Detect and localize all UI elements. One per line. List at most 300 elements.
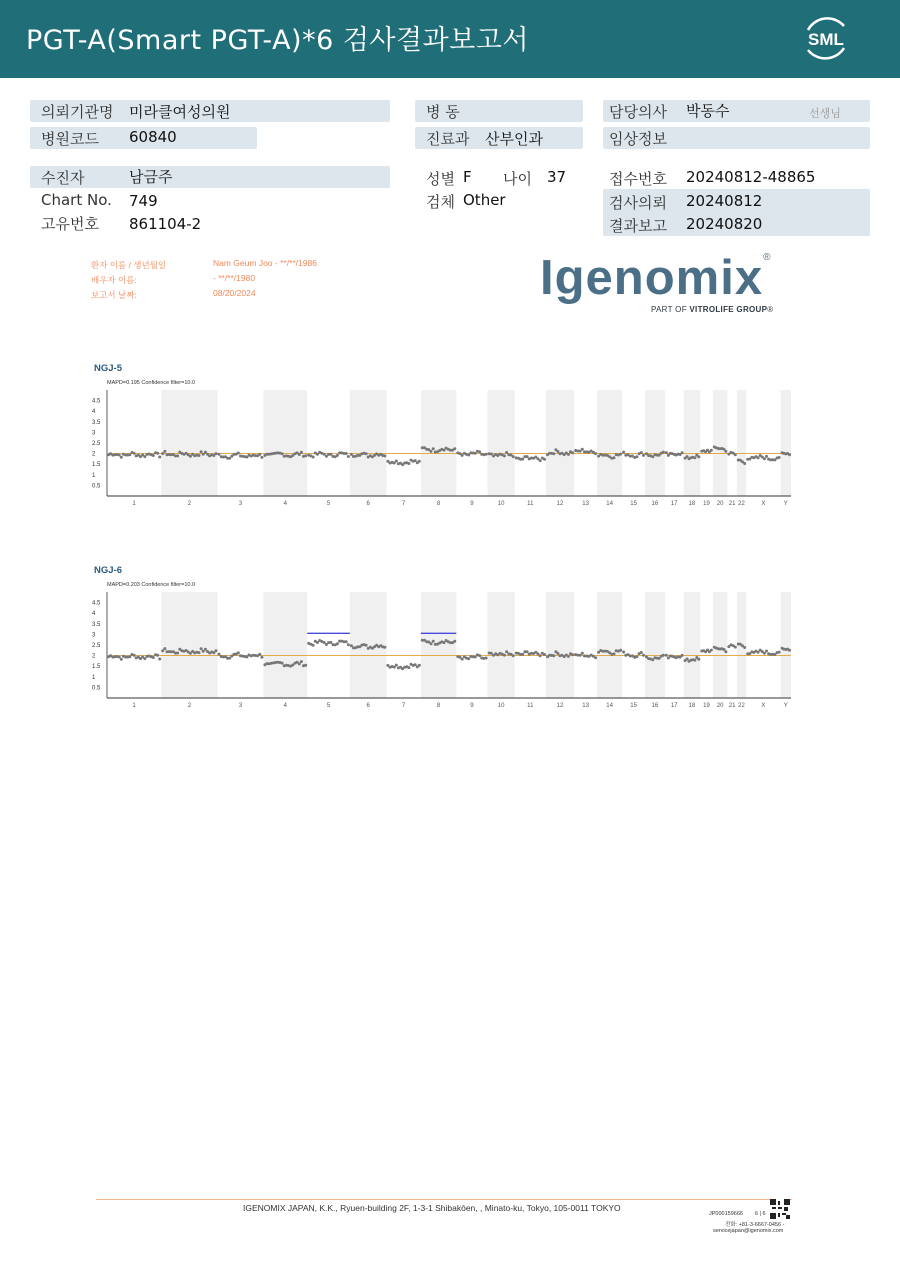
y-tick-label: 0.5 [92, 483, 101, 490]
hospital-code-label: 병원코드 [41, 130, 99, 148]
x-tick-label-chr17: 17 [670, 501, 678, 507]
age-value: 37 [547, 168, 567, 186]
footer-tel: 전화: +81-3-6667-0456 - [725, 1222, 785, 1228]
chromosome-band-16 [645, 592, 665, 698]
y-tick-label: 3.5 [92, 419, 101, 426]
chromosome-band-18 [684, 592, 701, 698]
note-patient-value: Nam Geum Joo - **/**/1986 [213, 258, 317, 268]
cnv-point-chr3 [237, 651, 240, 654]
x-tick-label-chr9: 9 [470, 703, 474, 709]
cnv-point-chr12 [567, 453, 570, 456]
cnv-point-chr4 [304, 664, 307, 667]
x-tick-label-chr20: 20 [716, 703, 724, 709]
cnv-point-chr2 [202, 453, 205, 456]
clinical-label: 임상정보 [609, 130, 667, 148]
y-tick-label: 4.5 [92, 398, 101, 405]
chromosome-band-12 [546, 390, 574, 496]
cnv-point-chr5 [312, 644, 315, 647]
x-tick-label-chr14: 14 [606, 703, 613, 709]
chromosome-band-14 [597, 390, 622, 496]
note-partner-label: 배우자 이름: [91, 275, 137, 285]
x-tick-label-chr19: 19 [703, 501, 710, 507]
chromosome-band-6 [350, 390, 386, 496]
cnv-point-chr2 [198, 454, 201, 457]
x-tick-label-chr22: 22 [738, 501, 745, 507]
cnv-point-chr5 [347, 455, 350, 458]
cnv-point-chr6 [383, 646, 386, 649]
x-tick-label-chr19: 19 [703, 703, 710, 709]
cnv-point-chrY [788, 649, 791, 652]
x-tick-label-chr5: 5 [326, 703, 331, 709]
chart-no-value: 749 [129, 192, 158, 210]
cnv-point-chr3 [258, 653, 261, 656]
cnv-point-chr15 [622, 651, 625, 654]
cnv-chart-ngj5-svg [88, 360, 800, 520]
x-tick-label-chr12: 12 [556, 501, 564, 507]
x-tick-label-chr16: 16 [651, 501, 659, 507]
report-title: PGT-A(Smart PGT-A)*6 검사결과보고서 [26, 25, 529, 56]
x-tick-label-chr15: 15 [630, 703, 637, 709]
cnv-point-chr6 [365, 644, 368, 647]
chromosome-band-20 [713, 390, 728, 496]
cnv-point-chr12 [552, 452, 555, 455]
cnv-point-chr7 [414, 459, 417, 462]
cnv-point-chr5 [347, 643, 350, 646]
id-no-value: 861104-2 [129, 215, 202, 233]
doctor-value: 박동수 [686, 102, 730, 120]
y-tick-label: 2 [92, 451, 96, 458]
chromosome-band-8 [421, 390, 456, 496]
cnv-point-chr18 [693, 659, 696, 662]
cnv-point-chr3 [218, 653, 221, 656]
chart-no-label: Chart No. [41, 191, 112, 209]
cnv-point-chr17 [665, 451, 668, 454]
cnv-chart-ngj6-svg [88, 562, 800, 722]
institution-value: 미라클여성의원 [129, 103, 231, 121]
cnv-point-chr10 [512, 654, 515, 657]
cnv-point-chr18 [693, 456, 696, 459]
y-tick-label: 0.5 [92, 685, 101, 692]
x-tick-label-chr7: 7 [401, 501, 406, 507]
cnv-point-chr12 [556, 450, 559, 453]
cnv-point-chr7 [395, 664, 398, 667]
cnv-point-chr16 [662, 451, 665, 454]
cnv-point-chr1 [120, 456, 123, 459]
cnv-point-chr2 [163, 647, 166, 650]
cnv-point-chr3 [260, 656, 263, 659]
cnv-point-chr9 [474, 656, 477, 659]
cnv-point-chr5 [345, 640, 348, 643]
cnv-point-chr1 [120, 658, 123, 661]
doctor-suffix: 선생님 [809, 107, 841, 120]
cnv-point-chr4 [300, 451, 303, 454]
x-tick-label-chr21: 21 [728, 703, 736, 709]
sex-label: 성별 [426, 170, 455, 188]
specimen-value: Other [463, 191, 506, 209]
x-tick-label-chr1: 1 [132, 703, 136, 709]
cnv-point-chr3 [228, 657, 231, 660]
footer-address: IGENOMIX JAPAN, K.K., Ryuen-building 2F, 1-3-1 Shibakōen, , Minato-ku, Tokyo, 105-0011 TOKYO [243, 1203, 621, 1213]
x-tick-label-chr3: 3 [238, 703, 243, 709]
cnv-point-chr14 [619, 649, 622, 652]
chromosome-band-16 [645, 390, 665, 496]
cnv-point-chr21 [734, 453, 737, 456]
age-label: 나이 [503, 170, 532, 188]
x-tick-label-chr2: 2 [187, 501, 192, 507]
request-value: 20240812 [686, 192, 763, 210]
x-tick-label-chr2: 2 [187, 703, 192, 709]
x-tick-label-chr13: 13 [582, 501, 589, 507]
cnv-point-chr9 [474, 452, 477, 455]
y-tick-label: 1.5 [92, 664, 101, 671]
cnv-point-chr2 [204, 451, 207, 454]
cnv-point-chr11 [521, 653, 524, 656]
cnv-point-chr9 [478, 654, 481, 657]
cnv-point-chr12 [556, 652, 559, 655]
cnv-point-chr5 [316, 453, 319, 456]
specimen-label: 검체 [426, 193, 455, 211]
cnv-point-chr10 [503, 654, 506, 657]
cnv-point-chr15 [640, 451, 643, 454]
institution-label: 의뢰기관명 [41, 103, 114, 121]
cnv-point-chr14 [619, 453, 622, 456]
cnv-point-chr5 [323, 453, 326, 456]
cnv-point-chr7 [407, 462, 410, 465]
cnv-point-chr10 [512, 455, 515, 458]
cnv-point-chr3 [237, 452, 240, 455]
x-tick-label-chr7: 7 [401, 703, 406, 709]
report-value: 20240820 [686, 215, 763, 233]
cnv-point-chr4 [304, 454, 307, 457]
x-tick-label-chr18: 18 [688, 501, 696, 507]
cnv-point-chr22 [743, 646, 746, 649]
cnv-point-chr12 [552, 654, 555, 657]
cnv-point-chrX [763, 457, 766, 460]
tagline-prefix: PART OF [651, 305, 690, 314]
cnv-point-chr15 [642, 454, 645, 457]
cnv-point-chr15 [642, 654, 645, 657]
cnv-chart-ngj5 [88, 360, 800, 530]
chromosome-band-10 [488, 390, 515, 496]
report-label: 결과보고 [609, 217, 667, 235]
igenomix-tagline [651, 305, 773, 314]
chromosome-band-4 [263, 390, 307, 496]
cnv-point-chr3 [258, 453, 261, 456]
cnv-point-chr16 [662, 654, 665, 657]
y-tick-label: 3 [92, 632, 96, 639]
chromosome-band-18 [684, 390, 701, 496]
cnv-point-chr15 [622, 451, 625, 454]
cnv-point-chr15 [635, 655, 638, 658]
chromosome-band-14 [597, 592, 622, 698]
hospital-code-value: 60840 [129, 128, 177, 146]
cnv-point-chr2 [202, 650, 205, 653]
cnv-point-chr8 [432, 447, 435, 450]
footer-page: 6 | 6 [755, 1211, 766, 1217]
cnv-point-chr3 [228, 457, 231, 460]
chromosome-band-22 [737, 390, 746, 496]
qr-code-icon [770, 1199, 790, 1219]
cnv-point-chr4 [300, 660, 303, 663]
cnv-point-chr5 [336, 642, 339, 645]
cnv-point-chr1 [143, 657, 146, 660]
y-tick-label: 4 [92, 409, 96, 416]
chromosome-band-4 [263, 592, 307, 698]
cnv-point-chr10 [505, 650, 508, 653]
cnv-chart-ngj6 [88, 562, 800, 732]
sml-logo [800, 12, 852, 64]
cnv-point-chr11 [539, 459, 542, 462]
x-tick-label-chr8: 8 [436, 501, 441, 507]
footer-doc-id: JP000159666 [709, 1211, 743, 1217]
cnv-point-chrY [788, 453, 791, 456]
y-tick-label: 4 [92, 611, 96, 618]
cnv-point-chr15 [640, 651, 643, 654]
cnv-point-chr2 [215, 649, 218, 652]
cnv-point-chrX [778, 651, 781, 654]
cnv-point-chr4 [298, 453, 301, 456]
cnv-point-chr1 [133, 654, 136, 657]
patient-label: 수진자 [41, 169, 85, 187]
cnv-point-chr6 [365, 452, 368, 455]
cnv-point-chr7 [418, 460, 421, 463]
chromosome-band-10 [488, 592, 515, 698]
y-tick-label: 1 [92, 472, 96, 479]
cnv-point-chr11 [526, 455, 529, 458]
cnv-point-chr7 [418, 664, 421, 667]
dept-label: 진료과 [426, 130, 470, 148]
cnv-point-chr11 [526, 650, 529, 653]
cnv-point-chr14 [613, 652, 616, 655]
x-tick-label-chrY: Y [783, 703, 788, 709]
note-date-value: 08/20/2024 [213, 288, 256, 298]
patient-value: 남금주 [129, 168, 173, 186]
chart-subtitle: MAPD=0.195 Confidence filter=10.0 [107, 380, 196, 386]
y-tick-label: 1 [92, 674, 96, 681]
dept-value: 산부인과 [485, 130, 543, 148]
cnv-point-chr1 [156, 654, 159, 657]
cnv-point-chr2 [161, 649, 164, 652]
x-tick-label-chr17: 17 [670, 703, 678, 709]
y-tick-label: 2 [92, 653, 96, 660]
cnv-point-chr9 [485, 453, 488, 456]
x-tick-label-chr14: 14 [606, 501, 613, 507]
cnv-point-chr20 [724, 650, 727, 653]
cnv-point-chr17 [681, 451, 684, 454]
cnv-point-chr2 [215, 452, 218, 455]
cnv-point-chr7 [395, 460, 398, 463]
cnv-point-chr11 [521, 458, 524, 461]
cnv-point-chr2 [204, 648, 207, 651]
cnv-point-chr9 [461, 454, 464, 457]
doctor-label: 담당의사 [609, 103, 667, 121]
x-tick-label-chr16: 16 [651, 703, 659, 709]
x-tick-label-chr5: 5 [326, 501, 331, 507]
cnv-point-chr13 [581, 652, 584, 655]
cnv-point-chr17 [665, 654, 668, 657]
y-tick-label: 4.5 [92, 600, 101, 607]
cnv-point-chr15 [635, 455, 638, 458]
x-tick-label-chrX: X [761, 501, 766, 507]
cnv-point-chr8 [432, 640, 435, 643]
report-header [0, 0, 900, 78]
cnv-point-chr22 [743, 462, 746, 465]
chromosome-band-12 [546, 592, 574, 698]
cnv-point-chr2 [163, 450, 166, 453]
cnv-point-chr19 [710, 649, 713, 652]
x-tick-label-chr9: 9 [470, 501, 474, 507]
cnv-point-chr4 [298, 662, 301, 665]
cnv-point-chrX [763, 652, 766, 655]
x-tick-label-chr6: 6 [366, 501, 370, 507]
receipt-value: 20240812-48865 [686, 168, 816, 186]
x-tick-label-chr15: 15 [630, 501, 637, 507]
cnv-point-chrX [765, 650, 768, 653]
x-tick-label-chr3: 3 [238, 501, 243, 507]
cnv-point-chr1 [118, 656, 121, 659]
igenomix-registered: ® [763, 252, 771, 263]
receipt-label: 접수번호 [609, 170, 667, 188]
cnv-point-chrX [765, 455, 768, 458]
cnv-point-chr2 [161, 452, 164, 455]
cnv-point-chr9 [485, 657, 488, 660]
ward-label: 병 동 [426, 103, 460, 121]
cnv-point-chr14 [613, 456, 616, 459]
cnv-point-chr5 [345, 452, 348, 455]
x-tick-label-chr8: 8 [436, 703, 441, 709]
chart-title: NGJ-6 [94, 565, 122, 576]
cnv-point-chr11 [539, 654, 542, 657]
cnv-point-chr9 [467, 657, 470, 660]
cnv-point-chr13 [594, 452, 597, 455]
cnv-point-chr2 [200, 647, 203, 650]
cnv-point-chr1 [156, 452, 159, 455]
note-partner-value: - **/**/1980 [213, 273, 256, 283]
cnv-point-chr1 [128, 453, 131, 456]
cnv-point-chr3 [260, 456, 263, 459]
cnv-point-chr11 [543, 458, 546, 461]
cnv-point-chr12 [571, 653, 574, 656]
chromosome-band-2 [161, 592, 217, 698]
cnv-point-chr1 [152, 454, 155, 457]
cnv-point-chr12 [571, 451, 574, 454]
x-tick-label-chrY: Y [783, 501, 788, 507]
cnv-point-chr2 [176, 454, 179, 457]
cnv-point-chr4 [281, 662, 284, 665]
x-tick-label-chr22: 22 [738, 703, 745, 709]
cnv-point-chr13 [581, 448, 584, 451]
cnv-point-chr18 [697, 455, 700, 458]
cnv-point-chr1 [143, 455, 146, 458]
cnv-point-chr2 [198, 651, 201, 654]
cnv-point-chr12 [567, 655, 570, 658]
cnv-point-chr2 [176, 652, 179, 655]
y-tick-label: 3 [92, 430, 96, 437]
footer-email: servicejapan@igenomix.com [713, 1228, 784, 1234]
cnv-point-chr3 [218, 453, 221, 456]
note-date-label: 보고서 날짜: [91, 290, 137, 300]
x-tick-label-chr10: 10 [497, 703, 505, 709]
x-tick-label-chr11: 11 [527, 703, 534, 709]
cnv-point-chr10 [505, 451, 508, 454]
x-tick-label-chr4: 4 [283, 501, 287, 507]
id-no-label: 고유번호 [41, 215, 99, 233]
x-tick-label-chr18: 18 [688, 703, 696, 709]
cnv-point-chr19 [710, 449, 713, 452]
x-tick-label-chr10: 10 [497, 501, 505, 507]
x-tick-label-chr12: 12 [556, 703, 564, 709]
cnv-point-chr8 [430, 450, 433, 453]
cnv-point-chr2 [200, 450, 203, 453]
cnv-point-chr10 [503, 454, 506, 457]
chromosome-band-2 [161, 390, 217, 496]
cnv-point-chr1 [158, 658, 161, 661]
request-label: 검사의뢰 [609, 194, 667, 212]
cnv-point-chr5 [329, 453, 332, 456]
y-tick-label: 3.5 [92, 621, 101, 628]
igenomix-logo [540, 251, 774, 314]
chart-subtitle: MAPD=0.203 Confidence filter=10.0 [107, 582, 196, 588]
chromosome-band-Y [781, 592, 791, 698]
cnv-point-chr5 [336, 454, 339, 457]
cnv-point-chr8 [430, 642, 433, 645]
x-tick-label-chr1: 1 [132, 501, 136, 507]
sex-value: F [463, 168, 472, 186]
cnv-point-chr5 [329, 641, 332, 644]
cnv-point-chr1 [152, 656, 155, 659]
y-tick-label: 2.5 [92, 441, 101, 447]
x-tick-label-chr21: 21 [728, 501, 736, 507]
chart-title: NGJ-5 [94, 363, 122, 374]
tagline-suffix: ® [767, 305, 774, 314]
cnv-point-chr1 [133, 452, 136, 455]
x-tick-label-chr20: 20 [716, 501, 724, 507]
x-tick-label-chr11: 11 [527, 501, 534, 507]
cnv-point-chr17 [681, 654, 684, 657]
chromosome-band-Y [781, 390, 791, 496]
cnv-point-chr18 [697, 658, 700, 661]
cnv-point-chrX [778, 456, 781, 459]
y-tick-label: 1.5 [92, 462, 101, 469]
note-patient-label: 환자 이름 / 생년월일 [91, 260, 167, 270]
x-tick-label-chr6: 6 [366, 703, 370, 709]
chromosome-band-20 [713, 592, 728, 698]
cnv-point-chr7 [407, 666, 410, 669]
cnv-point-chr9 [478, 450, 481, 453]
cnv-point-chr6 [383, 454, 386, 457]
cnv-point-chr20 [724, 450, 727, 453]
cnv-point-chrX [757, 456, 760, 459]
cnv-point-chr8 [453, 640, 456, 643]
cnv-point-chr7 [414, 663, 417, 666]
cnv-point-chr5 [312, 456, 315, 459]
cnv-point-chr4 [281, 452, 284, 455]
cnv-point-chr1 [118, 454, 121, 457]
cnv-point-chr21 [734, 646, 737, 649]
x-tick-label-chr4: 4 [283, 703, 287, 709]
x-tick-label-chr13: 13 [582, 703, 589, 709]
cnv-point-chr1 [158, 456, 161, 459]
cnv-point-chr13 [594, 656, 597, 659]
cnv-point-chr9 [461, 658, 464, 661]
x-tick-label-chrX: X [761, 703, 766, 709]
cnv-point-chr9 [467, 454, 470, 457]
cnv-point-chr11 [543, 653, 546, 656]
cnv-point-chr1 [128, 655, 131, 658]
igenomix-wordmark: Igenomix [540, 251, 764, 305]
sml-logo-text: SML [808, 30, 844, 49]
tagline-bold: VITROLIFE GROUP [689, 305, 768, 314]
